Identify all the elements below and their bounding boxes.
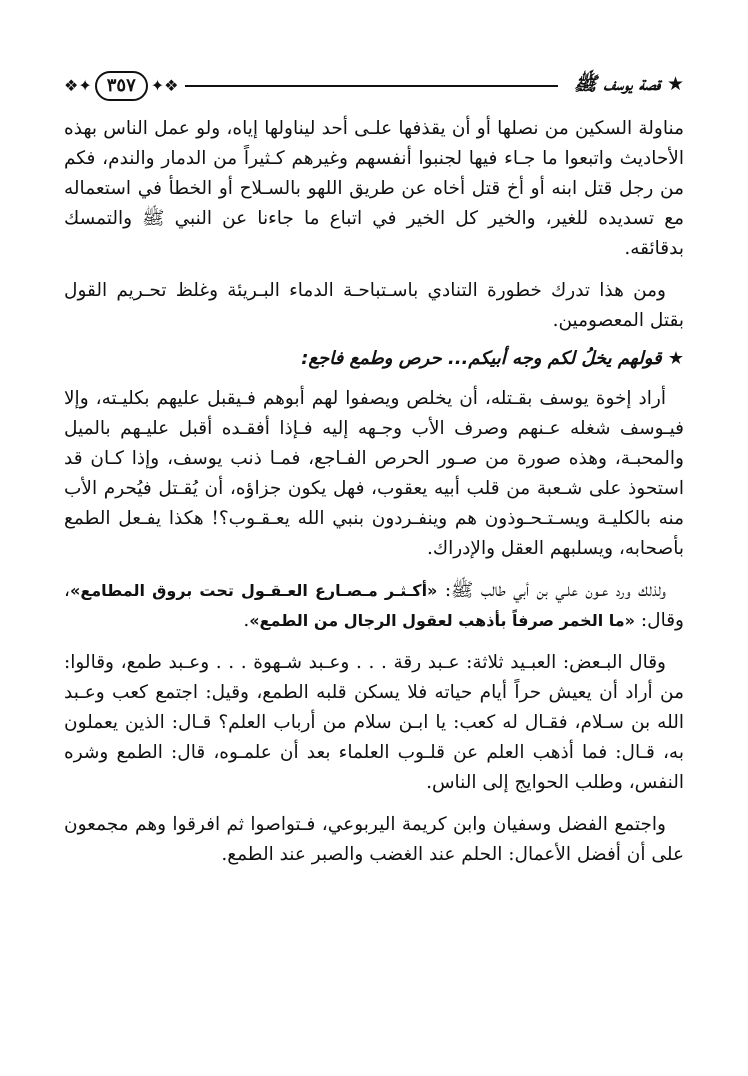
quote-1: «أكـثـر مـصـارع العـقـول تحت بروق المطامع» (69, 581, 438, 600)
quote-2: «ما الخمر صرفاً بأذهب لعقول الرجال من الطمع» (249, 611, 636, 630)
paragraph-3: أراد إخوة يوسف بقـتله، أن يخلص ويصفوا لهم أبوهم فـيقبل عليهم بكليـته، وإلا فيـوسف شغله عـنهم وصرف الأب وجـهه إليه فـإذا أفقـده أقبل عليـهم بالميل والمحبـة، وهذه صورة من صـور الحرص الفـاجع، فمـا ذنب يوسف، وإذا كـان قد استحوذ على شـعبة من قلب أبيه يعقوب، فهل يكون جزاؤه، أن يُقـتل فيُحرم الأب منه بالكليـة ويسـتـحـوذون هم وينفـردون بنبي الله يعـقـوب؟! هكذا يفـعل الطمع بأصحابه، ويسلبهم العقل والإدراك. (64, 388, 684, 559)
paragraph-1: مناولة السكين من نصلها أو أن يقذفها علـى أحد ليناولها إياه، ولو عمل الناس بهذه الأحاديث واتبعوا ما جـاء فيها لجنبوا أنفسهم وغيرهم كـثيراً من الدمار والندم، فكم من رجل قتل ابنه أو أخ قتل أخاه عن طريق اللهو بالسـلاح أو الخطأ في استعماله مع تسديده للغير، والخير كل الخير في اتباع ما جاءنا عن النبي ﷺ والتمسك بدقائقه. (64, 118, 684, 259)
header-rule (185, 85, 558, 87)
paragraph-4-mid: ، وقال: (64, 580, 684, 631)
ornament-left-icon: ❖✦ (64, 76, 92, 95)
paragraph-5: وقال البـعض: العبـيد ثلاثة: عـبد رقة . . . وعـبد شـهوة . . . وعـبد طمع، وقالوا: من أراد أن يعيش حراً أيام حياته فلا يسكن قلبه الطمع، وقيل: اجتمع كعب وعـبد الله بن سـلام، فقـال له كعب: يا ابـن سلام من أرباب العلم؟ قـال: الذين يعملون به، قـال: فما أذهب العلم عن قلـوب العلماء بعد أن علمـوه، قال: الطمع وشره النفس، وطلب الحوايج إلى الناس. (64, 652, 684, 793)
ornament-right-icon: ✦❖ (150, 76, 179, 95)
section-heading: ★ قولهم يخلُ لكم وجه أبيكم... حرص وطمع فاجع: (301, 348, 684, 369)
book-page (64, 66, 684, 870)
paragraph-4-intro: ولذلك ورد عـون علـي بن أبي طالب ﷺ: (444, 580, 666, 601)
paragraph-4-end: . (243, 610, 250, 631)
running-title-text: قصة يوسف ﷺ (573, 73, 661, 95)
page-number-ornament (64, 71, 179, 101)
page-header (64, 66, 684, 106)
star-icon: ★ (666, 73, 684, 95)
paragraph-6: واجتمع الفضل وسفيان وابن كريمة اليربوعي، فـتواصوا ثم افرقوا وهم مجمعون على أن أفضل الأعمال: الحلم عند الغضب والصبر عند الطمع. (64, 814, 684, 865)
page-number: ٣٥٧ (95, 71, 148, 101)
running-title (574, 72, 684, 100)
paragraph-2: ومن هذا تدرك خطورة التنادي باسـتباحـة الدماء البـريئة وغلظ تحـريم القول بقتل المعصومين. (64, 280, 684, 331)
paragraph-4 (64, 576, 684, 636)
